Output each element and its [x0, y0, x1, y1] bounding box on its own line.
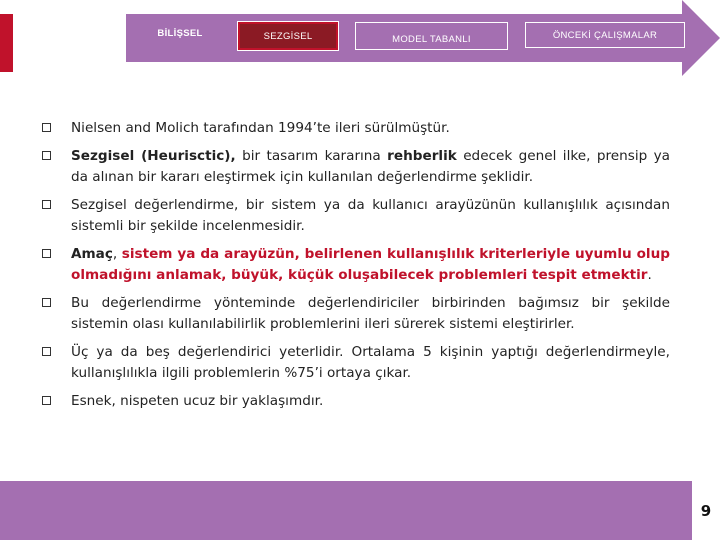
footer-bar [0, 481, 692, 540]
bullet-text: Sezgisel değerlendirme, bir sistem ya da kullanıcı arayüzünün kullanışlılık açısından sistemli bir şekilde incelenmesidir. [71, 197, 670, 234]
bullet-text: Bu değerlendirme yönteminde değerlendiriciler birbirinden bağımsız bir şekilde sistemin olası kullanılabilirlik problemlerini ileri sürerek sistemi eleştirirler. [71, 295, 670, 332]
list-item [40, 118, 670, 139]
square-bullet-icon [42, 151, 51, 160]
nav-item-model-tabanli[interactable]: MODEL TABANLI [355, 22, 508, 50]
list-item [40, 391, 670, 412]
bullet-list [40, 118, 670, 419]
nav-item-bilissel[interactable]: BİLİŞSEL [157, 28, 203, 39]
bullet-text: Üç ya da beş değerlendirici yeterlidir. Ortalama 5 kişinin yaptığı değerlendirmeyle, kullanışlılıkla ilgili problemlerin %75’i ortaya çıkar. [71, 344, 670, 381]
square-bullet-icon [42, 347, 51, 356]
bullet-text: Nielsen and Molich tarafından 1994’te ileri sürülmüştür. [71, 120, 450, 136]
square-bullet-icon [42, 123, 51, 132]
bullet-text: . [647, 267, 652, 283]
highlighted-goal-text: sistem ya da arayüzün, belirlenen kullanışlılık kriterleriyle uyumlu olup olmadığını anlamak, büyük, küçük oluşabilecek problemleri tespit etmektir [71, 246, 670, 283]
nav-item-onceki-calismalar[interactable]: ÖNCEKİ ÇALIŞMALAR [525, 22, 685, 48]
page-number: 9 [692, 481, 720, 540]
list-item [40, 293, 670, 335]
bullet-text: edecek genel ilke, prensip ya da alınan bir kararı eleştirmek için kullanılan değerlendirme şeklidir. [71, 148, 670, 185]
list-item [40, 195, 670, 237]
red-accent-tab [0, 14, 13, 72]
list-item [40, 146, 670, 188]
term-rehberlik: rehberlik [387, 148, 457, 164]
bullet-text: bir tasarım kararına [235, 148, 388, 164]
list-item [40, 342, 670, 384]
nav-item-sezgisel[interactable]: SEZGİSEL [238, 22, 338, 50]
square-bullet-icon [42, 249, 51, 258]
square-bullet-icon [42, 396, 51, 405]
term-amac: Amaç [71, 246, 113, 262]
term-sezgisel: Sezgisel (Heurisctic), [71, 148, 236, 164]
bullet-text: , [112, 246, 122, 262]
list-item [40, 244, 670, 286]
square-bullet-icon [42, 298, 51, 307]
bullet-text: Esnek, nispeten ucuz bir yaklaşımdır. [71, 393, 324, 409]
square-bullet-icon [42, 200, 51, 209]
